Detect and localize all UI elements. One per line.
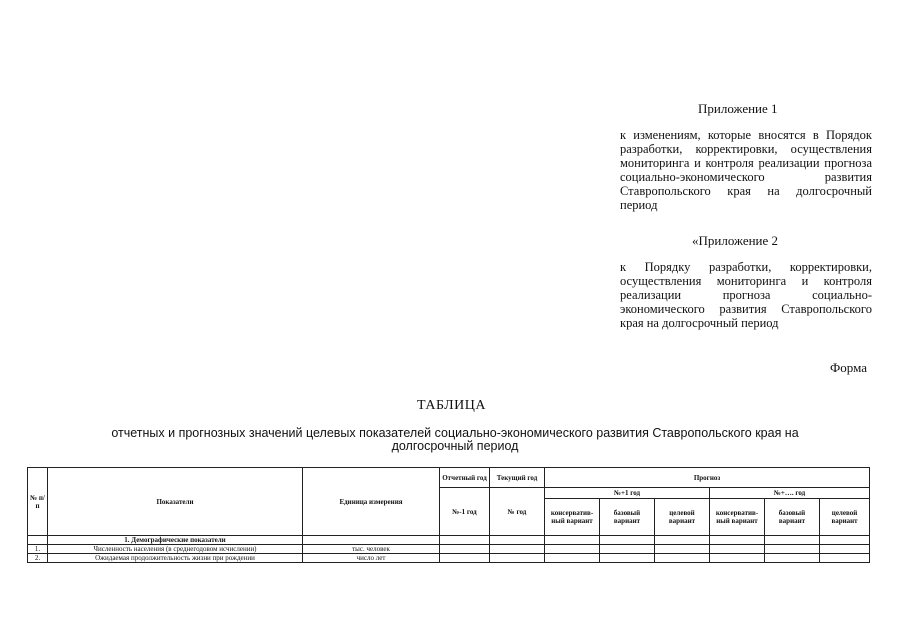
header-unit: Единица измерения — [303, 468, 440, 536]
table-row — [28, 554, 870, 563]
row-indicator: Ожидаемая продолжительность жизни при рождении — [48, 554, 303, 563]
row-unit: тыс. человек — [303, 545, 440, 554]
header-conservative-1: консерватив-ный вариант — [545, 499, 600, 536]
header-base-2: базовый вариант — [765, 499, 820, 536]
header-base-1: базовый вариант — [600, 499, 655, 536]
header-n-year: № год — [490, 488, 545, 536]
appendix2-text: к Порядку разработки, корректировки, осуществления мониторинга и контроля реализации прогноза социально-экономического развития Ставропольского края на долгосрочный период — [620, 260, 872, 330]
section-title: 1. Демографические показатели — [48, 536, 303, 545]
header-target-2: целевой вариант — [820, 499, 870, 536]
form-label: Форма — [830, 360, 867, 375]
row-indicator: Численность населения (в среднегодовом исчислении) — [48, 545, 303, 554]
table-row — [28, 536, 870, 545]
header-forecast: Прогноз — [545, 468, 870, 488]
appendix1-text: к изменениям, которые вносятся в Порядок разработки, корректировки, осуществления мониторинга и контроля реализации прогноза социально-экономического развития Ставропольского края на долгосрочный период — [620, 128, 872, 212]
row-num: 1. — [28, 545, 48, 554]
header-num: № п/п — [28, 468, 48, 536]
header-indicators: Показатели — [48, 468, 303, 536]
header-n-minus-1: №-1 год — [440, 488, 490, 536]
table-row — [28, 545, 870, 554]
header-reporting-year: Отчетный год — [440, 468, 490, 488]
header-current-year: Текущий год — [490, 468, 545, 488]
appendix2-title: «Приложение 2 — [692, 233, 779, 248]
header-n-plus-etc: №+…. год — [710, 488, 870, 499]
header-n-plus-1: №+1 год — [545, 488, 710, 499]
appendix1-title: Приложение 1 — [698, 101, 778, 116]
table-title: ТАБЛИЦА — [417, 398, 486, 413]
indicators-table — [27, 467, 870, 563]
row-unit: число лет — [303, 554, 440, 563]
row-num: 2. — [28, 554, 48, 563]
header-target-1: целевой вариант — [655, 499, 710, 536]
header-conservative-2: консерватив-ный вариант — [710, 499, 765, 536]
table-subtitle: отчетных и прогнозных значений целевых показателей социально-экономического развития Ставропольского края на долгосрочный период — [111, 426, 799, 453]
